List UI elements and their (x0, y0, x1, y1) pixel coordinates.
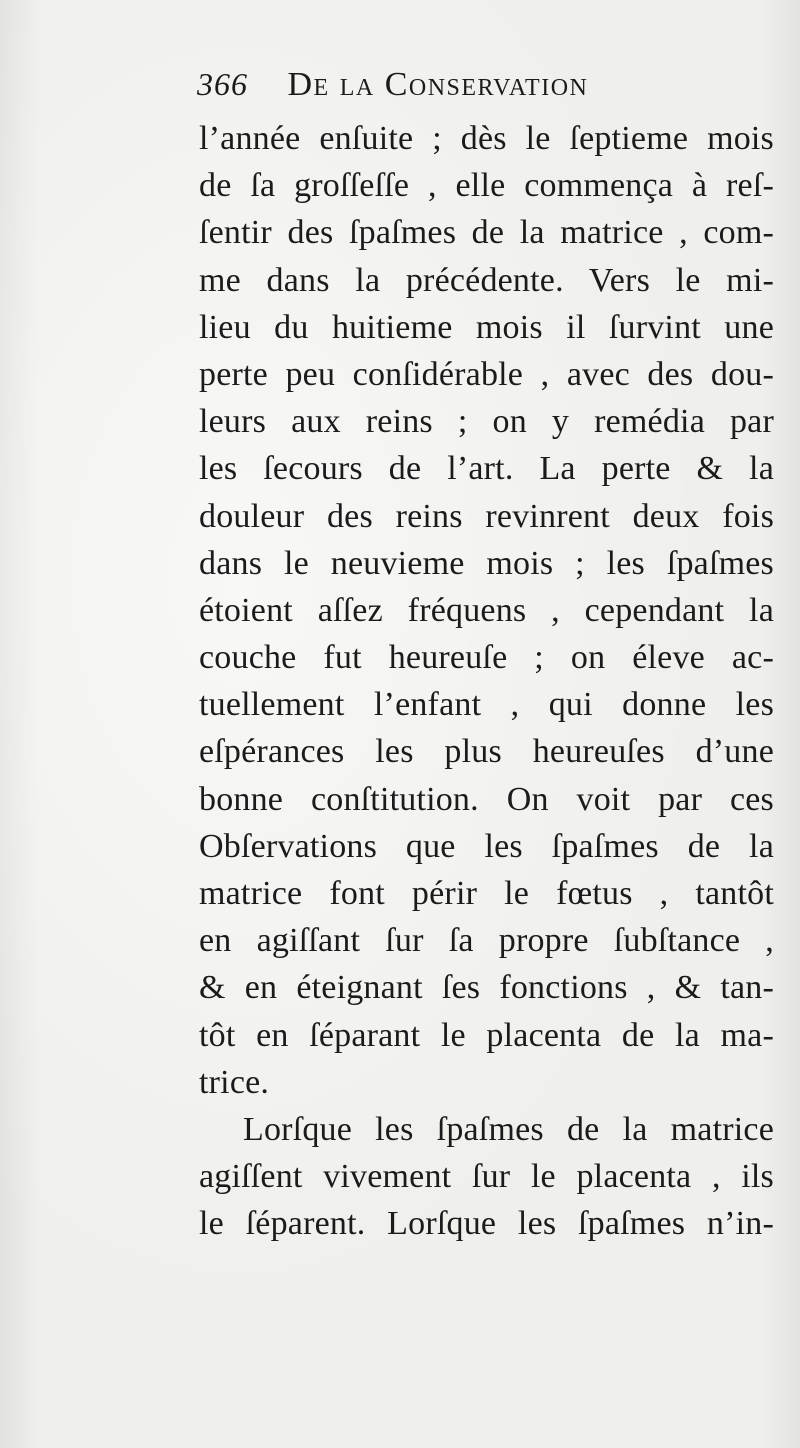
text-line: lieu du huitieme mois il ſurvint une (199, 308, 774, 346)
text-line: de ſa groſſeſſe , elle commença à reſ- (199, 167, 774, 205)
text-line: les ſecours de l’art. La perte & la (199, 450, 774, 488)
text-line: ſentir des ſpaſmes de la matrice , com- (199, 214, 774, 252)
text-line: étoient aſſez fréquens , cependant la (199, 591, 774, 629)
text-line: & en éteignant ſes fonctions , & tan- (199, 969, 774, 1007)
text-line: trice. (199, 1063, 270, 1101)
running-title: De la Conservation (287, 66, 589, 103)
text-line: matrice font périr le fœtus , tantôt (199, 875, 774, 912)
text-line: agiſſent vivement ſur le placenta , ils (199, 1158, 774, 1196)
text-line: Lorſque les ſpaſmes de la matrice (243, 1110, 774, 1148)
text-line: en agiſſant ſur ſa propre ſubſtance , (199, 922, 774, 960)
text-line: Obſervations que les ſpaſmes de la (199, 827, 774, 865)
text-line: tuellement l’enfant , qui donne les (199, 686, 774, 724)
text-line: douleur des reins revinrent deux fois (199, 497, 774, 535)
text-line: le ſéparent. Lorſque les ſpaſmes n’in- (199, 1205, 774, 1243)
text-line: leurs aux reins ; on y remédia par (199, 403, 774, 441)
page-number: 366 (197, 66, 248, 102)
page-header (197, 66, 777, 110)
text-line: me dans la précédente. Vers le mi- (199, 261, 774, 299)
text-line: couche fut heureuſe ; on éleve ac- (199, 639, 774, 677)
text-line: bonne conſtitution. On voit par ces (199, 780, 774, 818)
text-line: eſpérances les plus heureuſes d’une (199, 733, 774, 771)
text-line: perte peu conſidérable , avec des dou- (199, 355, 774, 393)
text-line: dans le neuvieme mois ; les ſpaſmes (199, 544, 774, 582)
text-line: l’année enſuite ; dès le ſeptieme mois (199, 120, 774, 157)
body-text (199, 115, 774, 1248)
text-line: tôt en ſéparant le placenta de la ma- (199, 1016, 774, 1054)
